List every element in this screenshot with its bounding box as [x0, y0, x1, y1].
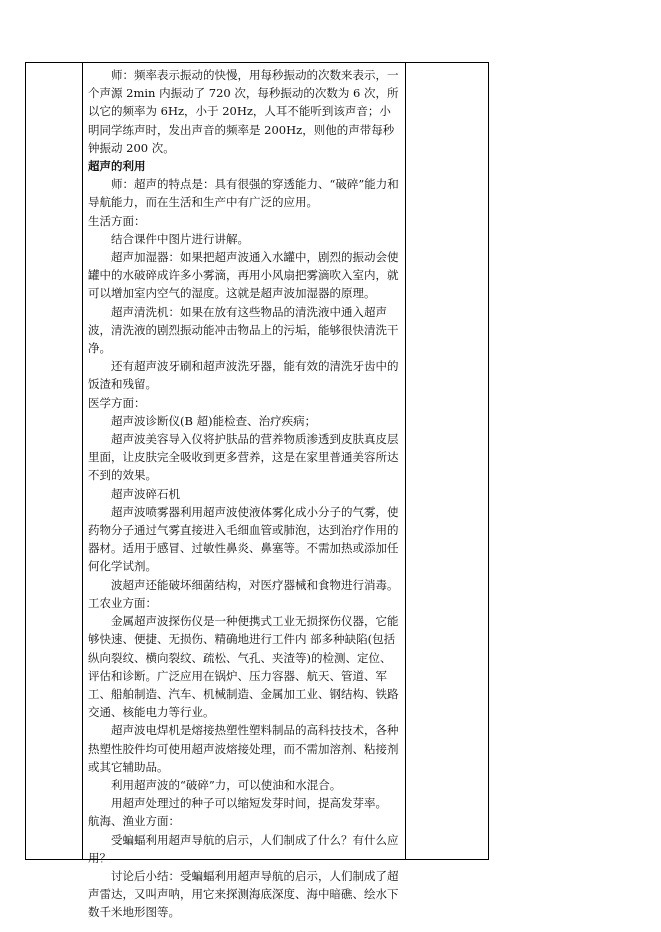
paragraph: 结合课件中图片进行讲解。 [111, 231, 249, 246]
subsection-label: 生活方面： [88, 213, 146, 228]
subsection-label: 工农业方面： [88, 595, 157, 610]
paragraph: 用超声处理过的种子可以缩短发芽时间，提高发芽率。 [111, 796, 387, 811]
section-heading: 超声的利用 [88, 159, 146, 174]
paragraph: 师：超声的特点是：具有很强的穿透能力、“破碎”能力和导航能力，而在生活和生产中有广泛的应用。 [88, 177, 399, 210]
paragraph: 师：频率表示振动的快慢，用每秒振动的次数来表示，一个声源 2min 内振动了 720 次，每秒振动的次数为 6 次，所以它的频率为 6Hz，小于 20Hz，人耳不能听到该声音；小明同学练声时，发出声音的频率是 200Hz，则他的声带每秒钟振动 200 次。 [88, 68, 399, 155]
paragraph: 讨论后小结：受蝙蝠利用超声导航的启示，人们制成了超声雷达，又叫声呐，用它来探测海底深度、海中暗礁、绘水下数千米地形图等。 [88, 868, 399, 920]
paragraph: 金属超声波探伤仪是一种便携式工业无损探伤仪器，它能够快速、便捷、无损伤、精确地进行工件内 部多种缺陷(包括纵向裂纹、横向裂纹、疏松、气孔、夹渣等)的检测、定位、评估和诊断。广泛应用在锅炉、压力容器、航天、管道、军工、船舶制造、汽车、机械制造、金属加工业、钢结构、铁路交通、核能电力等行业。 [88, 614, 399, 720]
paragraph: 波超声还能破坏细菌结构，对医疗器械和食物进行消毒。 [111, 577, 399, 592]
paragraph: 超声波碎石机 [111, 486, 180, 501]
lesson-content [88, 66, 402, 922]
paragraph: 超声波喷雾器利用超声波使液体雾化成小分子的气雾，使药物分子通过气雾直接进入毛细血管或肺泡，达到治疗作用的器材。适用于感冒、过敏性鼻炎、鼻塞等。不需加热或添加任何化学试剂。 [88, 504, 399, 574]
paragraph: 超声清洗机：如果在放有这些物品的清洗液中通入超声波，清洗液的剧烈振动能冲击物品上的污垢，能够很快清洗干净。 [88, 304, 399, 356]
paragraph: 受蝙蝠利用超声导航的启示，人们制成了什么？有什么应用？ [88, 832, 399, 865]
paragraph: 利用超声波的“破碎”力，可以使油和水混合。 [111, 777, 342, 792]
subsection-label: 航海、渔业方面： [88, 814, 180, 829]
paragraph: 还有超声波牙刷和超声波洗牙器，能有效的清洗牙齿中的饭渣和残留。 [88, 359, 399, 392]
paragraph: 超声波电焊机是熔接热塑性塑料制品的高科技技术，各种热塑性胶件均可使用超声波熔接处理，而不需加溶剂、粘接剂或其它辅助品。 [88, 723, 399, 774]
column-divider-right [405, 63, 406, 859]
column-divider-left [82, 63, 83, 859]
paragraph: 超声波美容导入仪将护肤品的营养物质渗透到皮肤真皮层里面，让皮肤完全吸收到更多营养，这是在家里普通美容所达不到的效果。 [88, 432, 399, 483]
paragraph: 超声加湿器：如果把超声波通入水罐中，剧烈的振动会使罐中的水破碎成许多小雾滴，再用小风扇把雾滴吹入室内，就可以增加室内空气的湿度。这就是超声波加湿器的原理。 [88, 250, 399, 301]
paragraph: 超声波诊断仪(B 超)能检查、治疗疾病； [111, 413, 317, 428]
subsection-label: 医学方面： [88, 395, 146, 410]
